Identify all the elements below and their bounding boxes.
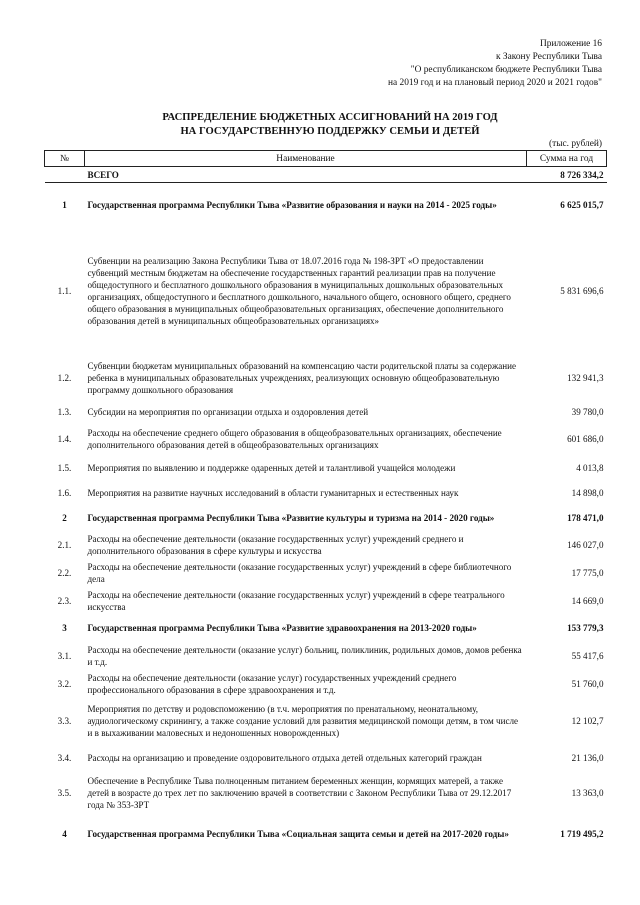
row-number: 2: [62, 513, 67, 523]
row-number: 1.6.: [57, 487, 72, 498]
table-row: [45, 506, 607, 531]
row-sum: 5 831 696,6: [560, 286, 604, 296]
table-row: [45, 744, 607, 772]
row-sum: 13 363,0: [571, 787, 604, 798]
row-number: 1.4.: [57, 434, 72, 444]
row-sum: 6 625 015,7: [560, 200, 604, 211]
row-sum: 4 013,8: [576, 462, 604, 473]
table-row: [45, 642, 607, 670]
units-label: (тыс. рублей): [548, 139, 602, 149]
row-number: 3.2.: [57, 678, 72, 689]
appendix-line: к Закону Республики Тыва: [496, 52, 602, 62]
row-sum: 14 898,0: [571, 487, 604, 498]
table-row: [45, 531, 607, 559]
row-number: 1.1.: [57, 286, 72, 296]
title-line: НА ГОСУДАРСТВЕННУЮ ПОДДЕРЖКУ СЕМЬИ И ДЕТЕЙ: [180, 126, 480, 137]
row-sum: 17 775,0: [571, 567, 604, 578]
row-number: 3.1.: [57, 650, 72, 661]
row-name: Расходы на обеспечение деятельности (оказание государственных услуг) учреждений среднего и дополнительного образования в сфере культуры и искусства: [87, 533, 464, 556]
document-title: [60, 111, 600, 139]
row-name: Мероприятия по выявлению и поддержке одаренных детей и талантливой учащейся молодежи: [87, 462, 456, 473]
row-number: 1: [62, 200, 67, 211]
row-name: Государственная программа Республики Тыва «Развитие культуры и туризма на 2014 - 2020 годы»: [87, 513, 495, 523]
table-row: [45, 480, 607, 506]
row-name: Обеспечение в Республике Тыва полноценным питанием беременных женщин, кормящих матерей, а также детей в возрасте до трех лет по заключению врачей в соответствии с Законом Республики Тыва от 29.12.2017 года № 353-ЗРТ: [87, 775, 512, 810]
row-sum: 153 779,3: [567, 623, 604, 633]
row-number: 3.3.: [57, 715, 72, 726]
row-sum: 601 686,0: [567, 434, 604, 444]
row-sum: 132 941,3: [567, 372, 604, 383]
appendix-line: на 2019 год и на плановый период 2020 и 2021 годов": [388, 78, 602, 88]
table-row: [45, 355, 607, 401]
row-sum: 21 136,0: [571, 752, 604, 763]
table-row: [45, 401, 607, 423]
row-sum: 1 719 495,2: [560, 828, 604, 839]
budget-table: [44, 150, 607, 854]
column-header-name: Наименование: [85, 151, 527, 167]
row-sum: 55 417,6: [571, 650, 604, 661]
row-name: Субвенции бюджетам муниципальных образований на компенсацию части родительской платы за содержание ребенка в муниципальных образовательных учреждениях, реализующих основную общеобразовательную программу дошкольного образования: [87, 360, 517, 395]
row-number: 2.1.: [57, 539, 72, 550]
row-name: Расходы на организацию и проведение оздоровительного отдыха детей отдельных категорий граждан: [87, 752, 482, 763]
row-name: Мероприятия по детству и родовспоможению (в т.ч. мероприятия по пренатальному, неонатальному, аудиологическому скринингу, а также создание условий для развития медицинской помощи детям, в том числе и в выхаживании маловесных и недоношенных новорожденных): [87, 703, 519, 738]
total-sum: 8 726 334,2: [527, 167, 607, 183]
row-name: Государственная программа Республики Тыва «Развитие здравоохранения на 2013-2020 годы»: [87, 623, 477, 633]
row-number: 1.2.: [57, 372, 72, 383]
table-row: [45, 456, 607, 480]
table-row: [45, 670, 607, 698]
row-sum: 146 027,0: [567, 539, 604, 550]
row-sum: 12 102,7: [571, 715, 604, 726]
table-row: [45, 183, 607, 228]
table-header-row: [45, 151, 607, 167]
table-row: [45, 587, 607, 615]
row-name: Расходы на обеспечение деятельности (оказание услуг) больниц, поликлиник, родильных домов, домов ребенка и т.д.: [87, 644, 522, 667]
row-name: Расходы на обеспечение деятельности (оказание государственных услуг) учреждений в сфере библиотечного дела: [87, 561, 512, 584]
row-name: Мероприятия на развитие научных исследований в области гуманитарных и естественных наук: [87, 487, 459, 498]
row-name: Расходы на обеспечение деятельности (оказание государственных услуг) учреждений в сфере театрального искусства: [87, 589, 505, 612]
table-row: [45, 698, 607, 744]
table-row: [45, 814, 607, 854]
table-row: [45, 615, 607, 642]
row-number: 1.3.: [57, 406, 72, 417]
row-sum: 178 471,0: [567, 513, 604, 523]
column-header-sum: Сумма на год: [527, 151, 607, 167]
appendix-line: Приложение 16: [539, 39, 602, 49]
row-name: Расходы на обеспечение среднего общего образования в общеобразовательных организациях, обеспечение дополнительного образования детей в общеобразовательных организациях: [87, 428, 502, 450]
row-sum: 51 760,0: [571, 678, 604, 689]
row-name: Расходы на обеспечение деятельности (оказание услуг) государственных учреждений среднего профессионального образования в сфере здравоохранения и т.д.: [87, 672, 457, 695]
column-header-num: №: [45, 151, 85, 167]
row-name: Субсидии на мероприятия по организации отдыха и оздоровления детей: [87, 406, 369, 417]
total-label: ВСЕГО: [85, 167, 527, 183]
table-row: [45, 423, 607, 456]
row-number: 3.4.: [57, 752, 72, 763]
row-number: 3: [62, 623, 67, 633]
row-sum: 14 669,0: [571, 595, 604, 606]
row-number: 2.3.: [57, 595, 72, 606]
title-line: РАСПРЕДЕЛЕНИЕ БЮДЖЕТНЫХ АССИГНОВАНИЙ НА 2019 ГОД: [162, 112, 498, 123]
row-name: Субвенции на реализацию Закона Республики Тыва от 18.07.2016 года № 198-ЗРТ «О предоставлении субвенций местным бюджетам на обеспечение государственных гарантий реализации прав на получение общедоступного и бесплатного дошкольного образования в муниципальных дошкольных образовательных организациях, общедоступного и бесплатного дошкольного, начального общего, основного общего, среднего общего образования в муниципальных общеобразовательных организациях, обеспечение дополнительного образования детей в муниципальных общеобразовательных организациях»: [87, 256, 511, 326]
appendix-line: "О республиканском бюджете Республики Тыва: [410, 65, 602, 75]
total-row: [45, 167, 607, 183]
row-number: 4: [62, 828, 67, 839]
row-number: 2.2.: [57, 567, 72, 578]
table-row: [45, 559, 607, 587]
appendix-header: [302, 38, 602, 90]
row-name: Государственная программа Республики Тыва «Социальная защита семьи и детей на 2017-2020 годы»: [87, 828, 509, 839]
row-name: Государственная программа Республики Тыва «Развитие образования и науки на 2014 - 2025 годы»: [87, 200, 497, 211]
row-number: 1.5.: [57, 462, 72, 473]
table-row: [45, 772, 607, 814]
row-sum: 39 780,0: [571, 406, 604, 417]
row-number: 3.5.: [57, 787, 72, 798]
total-num-cell: [45, 167, 85, 183]
table-row: [45, 228, 607, 355]
